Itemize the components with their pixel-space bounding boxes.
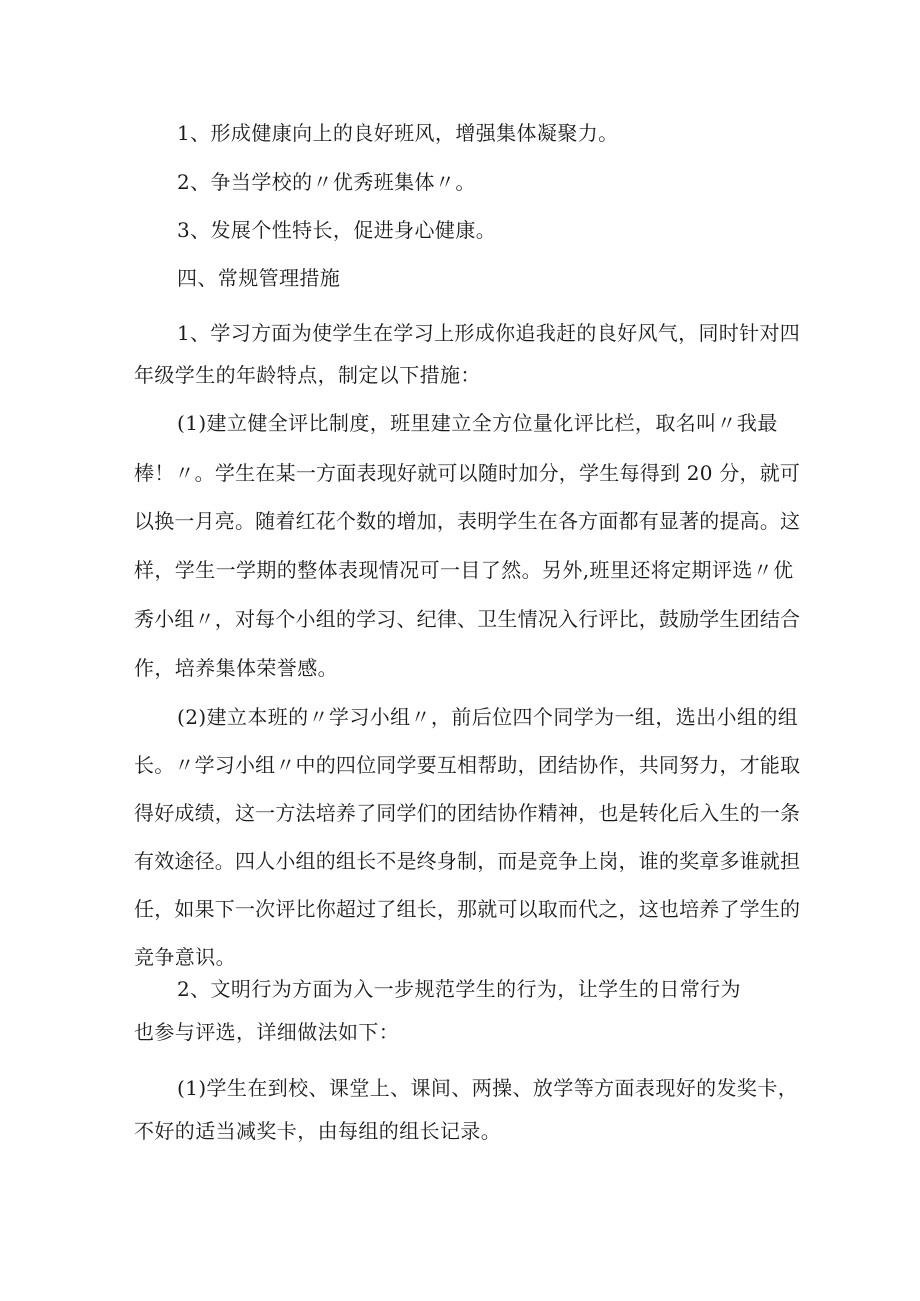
measure1-item2-line-1: (2)建立本班的〃学习小组〃，前后位四个同学为一组，选出小组的组 [177, 705, 799, 729]
measure2-item1-line-1: (1)学生在到校、课堂上、课间、两操、放学等方面表现好的发奖卡， [177, 1076, 799, 1100]
measure2-intro-line-2: 也参与评选，详细做法如下： [134, 1020, 400, 1044]
measure1-intro-line-2: 年级学生的年龄特点，制定以下措施： [134, 363, 481, 387]
measure1-item2-line-2: 长。〃学习小组〃中的四位同学要互相帮助，团结协作，共同努力，才能取 [134, 753, 801, 777]
section-heading: 四、常规管理措施 [177, 266, 341, 290]
measure1-item1-line-4: 样，学生一学期的整体表现情况可一目了然。另外,班里还将定期评选〃优 [134, 558, 794, 582]
measure1-item2-line-3: 得好成绩，这一方法培养了同学们的团结协作精神，也是转化后入生的一条 [134, 801, 801, 825]
measure2-item1-line-2: 不好的适当减奖卡，由每组的组长记录。 [134, 1119, 502, 1143]
measure1-item2-line-4: 有效途径。四人小组的组长不是终身制，而是竞争上岗，谁的奖章多谁就担 [134, 849, 801, 873]
measure1-item1-line-3: 以换一月亮。随着红花个数的增加，表明学生在各方面都有显著的提高。这 [134, 509, 801, 533]
measure1-item1-line-2: 棒！〃。学生在某一方面表现好就可以随时加分，学生每得到 20 分，就可 [134, 461, 801, 485]
goal-2: 2、争当学校的〃优秀班集体〃。 [177, 170, 476, 194]
measure1-item1-line-6: 作，培养集体荣誉感。 [134, 656, 338, 680]
goal-1: 1、形成健康向上的良好班风，增强集体凝聚力。 [177, 121, 619, 145]
measure1-item2-line-6: 竞争意识。 [134, 945, 236, 969]
measure1-item1-line-1: (1)建立健全评比制度，班里建立全方位量化评比栏，取名叫〃我最 [177, 411, 778, 435]
measure2-intro-line-1: 2、文明行为方面为入一步规范学生的行为，让学生的日常行为 [177, 977, 741, 1001]
goal-3: 3、发展个性特长，促进身心健康。 [177, 218, 497, 242]
measure1-item1-line-5: 秀小组〃，对每个小组的学习、纪律、卫生情况入行评比，鼓励学生团结合 [134, 607, 801, 631]
measure1-item2-line-5: 任，如果下一次评比你超过了组长，那就可以取而代之，这也培养了学生的 [134, 897, 801, 921]
measure1-intro-line-1: 1、学习方面为使学生在学习上形成你追我赶的良好风气，同时针对四 [177, 321, 801, 345]
